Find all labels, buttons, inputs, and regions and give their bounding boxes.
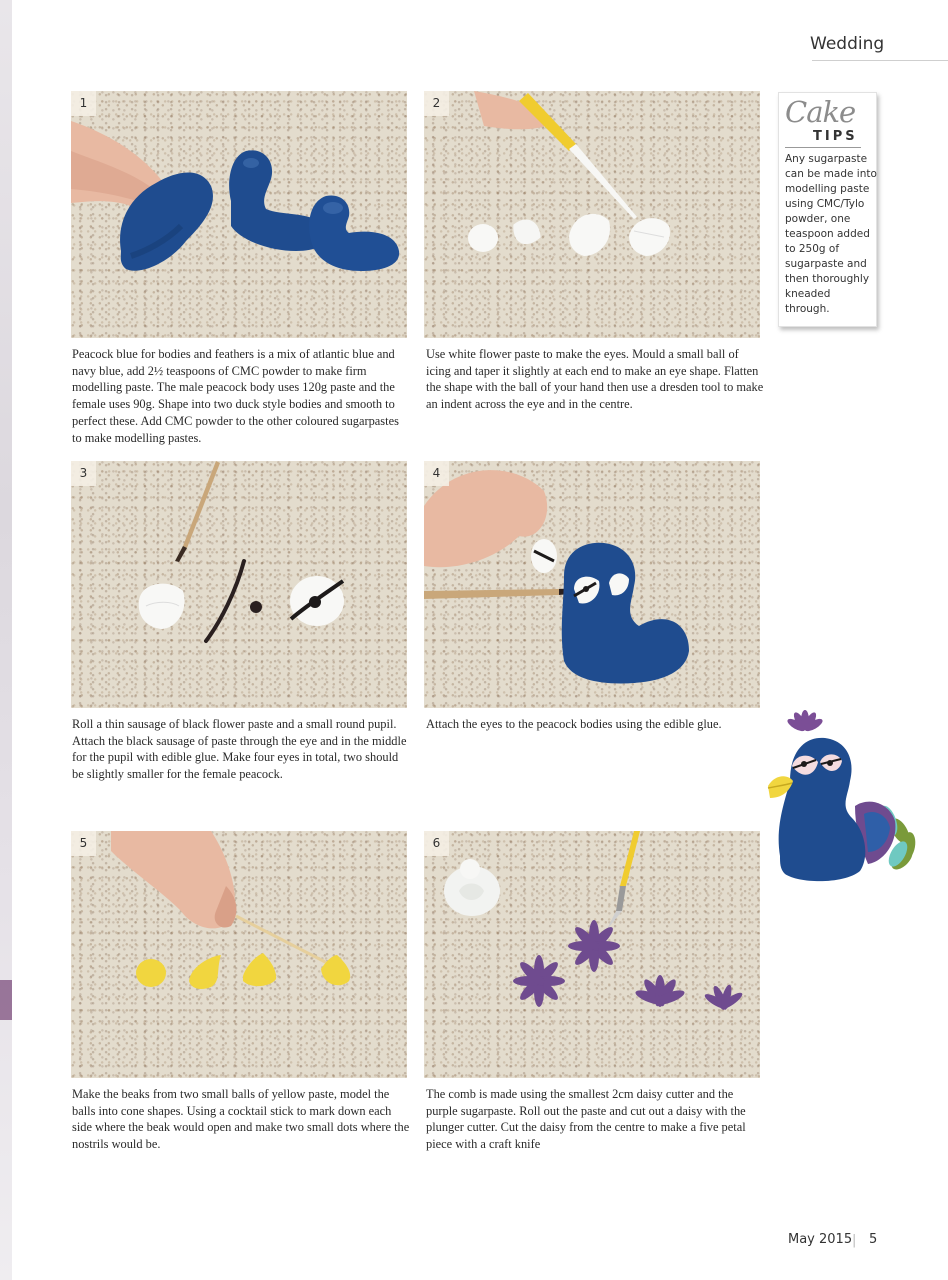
finished-peacock-image [760, 706, 920, 886]
step-3-caption: Roll a thin sausage of black flower paste and a small round pupil. Attach the black sausage of paste through the eye and in the middle for the pupil with edible glue. Make four eyes in total, two should be slightly smaller for the female peacock. [72, 717, 407, 782]
step-number: 1 [71, 91, 96, 116]
cake-tips-box [778, 92, 877, 327]
step-4-caption: Attach the eyes to the peacock bodies using the edible glue. [426, 717, 722, 731]
step-5-photo [71, 831, 407, 1078]
left-edge-accent [0, 980, 12, 1020]
step-5-caption: Make the beaks from two small balls of yellow paste, model the balls into cone shapes. Using a cocktail stick to mark down each side where the beak would open and make two small dots where the nostrils would be. [72, 1087, 410, 1152]
step-2-photo [424, 91, 760, 338]
left-edge-strip [0, 0, 12, 1280]
step-4-photo [424, 461, 760, 708]
step-number: 2 [424, 91, 449, 116]
step-number: 3 [71, 461, 96, 486]
step-6-caption: The comb is made using the smallest 2cm daisy cutter and the purple sugarpaste. Roll out the paste and cut out a daisy with the plunger cutter. Cut the daisy from the centre to make a five petal piece with a craft knife [426, 1087, 746, 1152]
step-3-photo [71, 461, 407, 708]
section-title: Wedding [810, 34, 885, 54]
cake-tips-text: Any sugarpaste can be made into modelling paste using CMC/Tylo powder, one teaspoon added to 250g of sugarpaste and then thoroughly kneaded through. [785, 153, 877, 315]
footer-date: May 2015 [788, 1232, 853, 1247]
page-number: 5 [869, 1232, 878, 1247]
footer-separator: | [852, 1233, 857, 1248]
step-1-caption: Peacock blue for bodies and feathers is a mix of atlantic blue and navy blue, add 2½ teaspoons of CMC powder to make firm modelling paste. The male peacock body uses 120g paste and the female uses 90g. Shape into two duck style bodies and smooth to perfect these. Add CMC powder to the other coloured sugarpastes to make modelling pastes. [72, 347, 399, 445]
cake-tips-logo-cake: Cake [785, 95, 856, 129]
step-number: 4 [424, 461, 449, 486]
step-2-caption: Use white flower paste to make the eyes. Mould a small ball of icing and taper it slightly at each end to make an eye shape. Flatten the shape with the ball of your hand then use a dresden tool to make an indent across the eye and in the centre. [426, 347, 764, 412]
step-number: 5 [71, 831, 96, 856]
section-rule [812, 60, 948, 61]
step-6-photo [424, 831, 760, 1078]
step-number: 6 [424, 831, 449, 856]
cake-tips-logo-tips: TIPS [813, 129, 858, 144]
step-1-photo [71, 91, 407, 338]
cake-tips-rule [785, 147, 861, 148]
